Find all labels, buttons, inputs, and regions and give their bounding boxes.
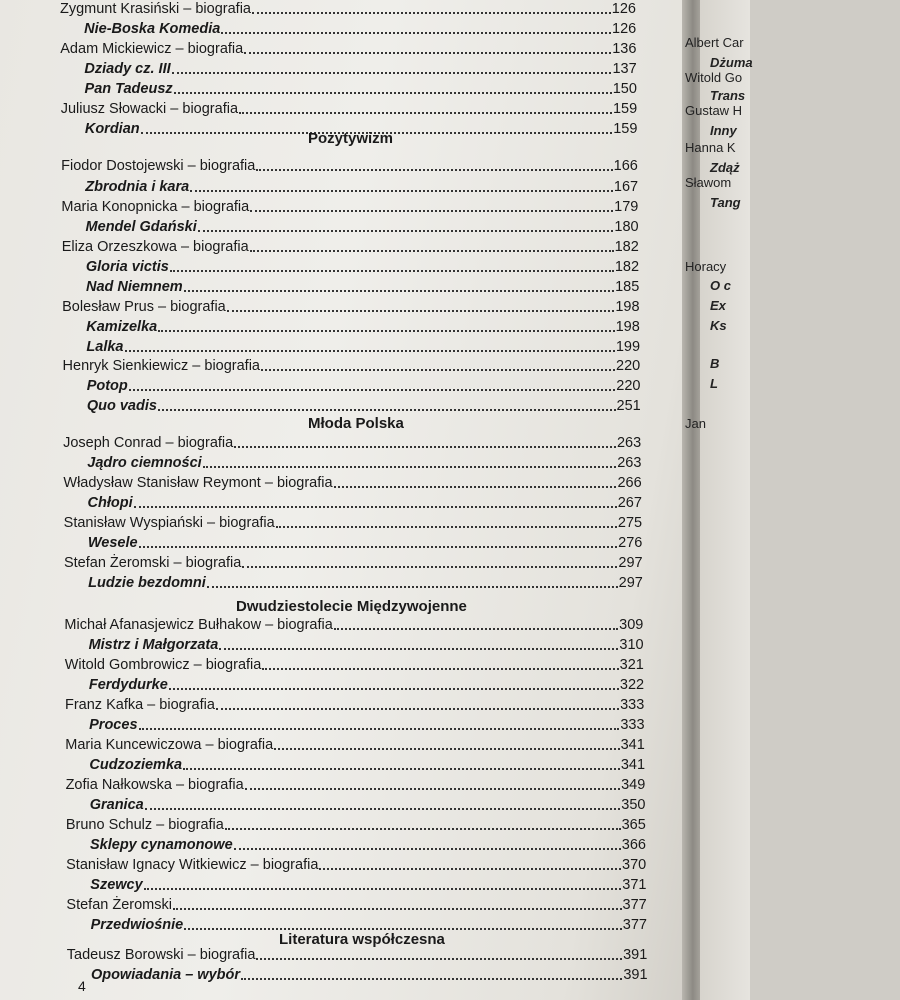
toc-entry-biography (66, 894, 646, 914)
toc-entry-biography (66, 854, 646, 874)
entry-page-number: 266 (617, 475, 642, 491)
toc-entry-biography (65, 654, 644, 674)
entry-page-number: 333 (620, 697, 645, 713)
dot-leader (203, 466, 617, 468)
entry-title: Jądro ciemności (87, 455, 202, 471)
entry-page-number: 159 (612, 101, 638, 117)
right-page-line: Albert Car (685, 35, 744, 50)
entry-page-number: 350 (621, 797, 646, 813)
dot-leader (334, 486, 617, 488)
toc-entry-biography (63, 472, 641, 492)
entry-title: Witold Gombrowicz – biografia (64, 657, 262, 673)
right-page-line: Horacy (685, 259, 727, 274)
entry-page-number: 391 (623, 967, 648, 983)
section-heading: Literatura współczesna (279, 931, 445, 948)
entry-title: Zygmunt Krasiński – biografia (59, 1, 251, 17)
dot-leader (190, 190, 613, 192)
book-page-right (685, 0, 753, 1000)
entry-title: Ludzie bezdomni (88, 575, 206, 591)
entry-page-number: 370 (622, 857, 647, 873)
entry-title: Zofia Nałkowska – biografia (65, 777, 244, 793)
dot-leader (245, 788, 620, 790)
entry-title: Joseph Conrad – biografia (63, 435, 234, 451)
toc-entry-work (91, 964, 648, 984)
entry-title: Nad Niemnem (85, 279, 183, 295)
toc-entry-work (86, 256, 639, 276)
dot-leader (125, 350, 615, 352)
toc-entry-work (90, 874, 646, 894)
entry-page-number: 159 (613, 121, 638, 137)
section-heading: Pozytywizm (308, 130, 394, 147)
dot-leader (252, 12, 611, 14)
entry-page-number: 198 (615, 319, 640, 335)
entry-page-number: 136 (612, 41, 637, 57)
entry-page-number: 166 (613, 158, 638, 174)
toc-entry-work (88, 572, 643, 592)
toc-entry-work (90, 794, 646, 814)
dot-leader (242, 566, 617, 568)
entry-title: Michał Afanasjewicz Bułhakow – biografia (64, 617, 333, 633)
entry-page-number: 263 (616, 435, 642, 451)
entry-title: Bruno Schulz – biografia (65, 817, 224, 833)
entry-title: Quo vadis (86, 398, 157, 414)
dot-leader (207, 586, 618, 588)
right-page-line: Ks (710, 318, 727, 333)
toc-entry-biography (60, 0, 636, 18)
toc-entry-work (88, 492, 642, 512)
page-number: 4 (78, 978, 86, 994)
toc-entry-biography (64, 512, 642, 532)
entry-page-number: 276 (618, 535, 643, 551)
toc-entry-biography (63, 355, 641, 375)
dot-leader (145, 808, 621, 810)
toc-entry-biography (65, 734, 645, 754)
entry-page-number: 263 (617, 455, 642, 471)
entry-title: Granica (89, 797, 144, 813)
entry-page-number: 309 (619, 617, 644, 633)
entry-title: Władysław Stanisław Reymont – biografia (63, 475, 333, 491)
dot-leader (274, 748, 619, 750)
entry-title: Mistrz i Małgorzata (88, 637, 219, 653)
dot-leader (173, 908, 622, 910)
toc-entry-biography (67, 944, 648, 964)
entry-page-number: 349 (621, 777, 646, 793)
toc-entry-biography (62, 236, 639, 256)
entry-title: Mendel Gdański (85, 219, 197, 235)
entry-title: Przedwiośnie (90, 917, 184, 933)
toc-entry-biography (61, 196, 638, 216)
entry-page-number: 322 (619, 677, 645, 693)
entry-page-number: 182 (614, 259, 640, 275)
toc-entry-work (87, 395, 641, 415)
dot-leader (241, 978, 622, 980)
entry-title: Zbrodnia i kara (85, 179, 190, 195)
entry-page-number: 251 (616, 398, 641, 414)
dot-leader (250, 250, 614, 252)
toc-entry-work (89, 714, 644, 734)
right-page-line: Trans (710, 88, 746, 103)
dot-leader (158, 330, 614, 332)
entry-page-number: 167 (613, 179, 639, 195)
toc-entry-work (84, 18, 636, 38)
entry-title: Pan Tadeusz (84, 81, 173, 97)
entry-title: Tadeusz Borowski – biografia (66, 947, 256, 963)
entry-title: Maria Konopnicka – biografia (61, 199, 250, 215)
dot-leader (256, 169, 612, 171)
entry-page-number: 297 (618, 555, 643, 571)
entry-page-number: 267 (617, 495, 642, 511)
entry-title: Wesele (87, 535, 138, 551)
right-page-line: Sławom (685, 175, 732, 190)
entry-title: Opowiadania – wybór (90, 967, 240, 983)
dot-leader (256, 958, 622, 960)
entry-title: Fiodor Dostojewski – biografia (61, 158, 256, 174)
dot-leader (174, 92, 612, 94)
entry-title: Chłopi (87, 495, 133, 511)
right-page-line: Witold Go (685, 70, 743, 85)
entry-page-number: 126 (611, 1, 636, 17)
dot-leader (129, 389, 616, 391)
dot-leader (250, 210, 613, 212)
right-page-line: Tang (710, 195, 741, 210)
dot-leader (234, 848, 621, 850)
entry-page-number: 150 (612, 81, 637, 97)
right-page-line: L (710, 376, 718, 391)
dot-leader (144, 888, 622, 890)
toc-entry-biography (66, 814, 646, 834)
dot-leader (134, 506, 617, 508)
dot-leader (319, 868, 621, 870)
right-page-line: Inny (710, 123, 737, 138)
entry-title: Kordian (84, 121, 140, 137)
dot-leader (139, 546, 618, 548)
entry-title: Bolesław Prus – biografia (62, 299, 226, 315)
dot-leader (183, 768, 620, 770)
entry-title: Proces (89, 717, 138, 733)
entry-page-number: 220 (616, 378, 641, 394)
entry-page-number: 126 (612, 21, 637, 37)
dot-leader (184, 290, 614, 292)
section-heading: Dwudziestolecie Międzywojenne (236, 598, 467, 615)
toc-entry-work (88, 532, 643, 552)
entry-page-number: 366 (621, 837, 646, 853)
entry-title: Ferdydurke (88, 677, 168, 693)
dot-leader (234, 446, 616, 448)
entry-page-number: 185 (615, 279, 640, 295)
entry-title: Dziady cz. III (84, 61, 171, 77)
entry-page-number: 341 (620, 757, 646, 773)
entry-title: Eliza Orzeszkowa – biografia (61, 239, 249, 255)
toc-entry-biography (65, 694, 644, 714)
entry-page-number: 220 (616, 358, 641, 374)
dot-leader (225, 828, 621, 830)
dot-leader (221, 32, 611, 34)
right-page-line: O c (710, 278, 731, 293)
section-heading: Młoda Polska (308, 415, 404, 432)
dot-leader (227, 310, 615, 312)
dot-leader (239, 112, 612, 114)
toc-entry-work (86, 216, 639, 236)
toc-entry-work (87, 452, 641, 472)
entry-page-number: 182 (614, 239, 639, 255)
entry-title: Henryk Sienkiewicz – biografia (62, 358, 260, 374)
dot-leader (172, 72, 612, 74)
dot-leader (276, 526, 617, 528)
dot-leader (139, 728, 620, 730)
dot-leader (170, 270, 614, 272)
entry-title: Franz Kafka – biografia (64, 697, 215, 713)
entry-title: Stefan Żeromski (66, 897, 172, 913)
toc-entry-work (84, 58, 636, 78)
entry-title: Lalka (86, 339, 124, 355)
right-page-line: Jan (685, 416, 706, 431)
entry-page-number: 297 (618, 575, 643, 591)
dot-leader (219, 648, 618, 650)
entry-title: Cudzoziemka (89, 757, 183, 773)
right-page-line: B (710, 356, 720, 371)
entry-title: Adam Mickiewicz – biografia (60, 41, 244, 57)
entry-page-number: 179 (614, 199, 639, 215)
entry-page-number: 137 (612, 61, 637, 77)
toc-entry-work (89, 674, 644, 694)
dot-leader (158, 409, 616, 411)
entry-title: Stanisław Wyspiański – biografia (63, 515, 275, 531)
toc-entry-work (85, 176, 638, 196)
entry-title: Kamizelka (86, 319, 158, 335)
entry-page-number: 199 (615, 339, 641, 355)
toc-entry-work (86, 276, 639, 296)
toc-entry-biography (64, 614, 643, 634)
entry-page-number: 377 (622, 897, 647, 913)
entry-page-number: 180 (614, 219, 639, 235)
entry-page-number: 365 (621, 817, 646, 833)
entry-title: Sklepy cynamonowe (90, 837, 233, 853)
toc-entry-biography (61, 98, 637, 118)
toc-entry-work (89, 754, 645, 774)
toc-entry-work (86, 336, 640, 356)
entry-page-number: 310 (619, 637, 644, 653)
entry-title: Szewcy (90, 877, 143, 893)
dot-leader (169, 688, 619, 690)
entry-page-number: 333 (620, 717, 645, 733)
entry-page-number: 377 (622, 917, 647, 933)
dot-leader (244, 52, 611, 54)
entry-page-number: 198 (615, 299, 640, 315)
entry-title: Potop (86, 378, 128, 394)
entry-title: Stanisław Ignacy Witkiewicz – biografia (66, 857, 319, 873)
entry-title: Stefan Żeromski – biografia (63, 555, 242, 571)
dot-leader (261, 369, 615, 371)
right-page-line: Ex (710, 298, 726, 313)
toc-entry-work (85, 78, 637, 98)
toc-entry-biography (64, 552, 643, 572)
right-page-line: Zdąż (710, 160, 740, 175)
dot-leader (262, 668, 618, 670)
toc-entry-work (86, 316, 640, 336)
toc-entry-biography (60, 38, 636, 58)
toc-entry-work (89, 634, 644, 654)
toc-entry-biography (61, 155, 638, 175)
entry-page-number: 391 (623, 947, 648, 963)
toc-entry-work (90, 834, 646, 854)
dot-leader (184, 928, 622, 930)
entry-page-number: 341 (620, 737, 645, 753)
dot-leader (334, 628, 618, 630)
entry-page-number: 321 (619, 657, 644, 673)
right-page-line: Hanna K (685, 140, 736, 155)
toc-entry-work (87, 375, 641, 395)
entry-title: Nie-Boska Komedia (84, 21, 221, 37)
entry-title: Maria Kuncewiczowa – biografia (65, 737, 274, 753)
toc-entry-biography (63, 432, 641, 452)
toc-entry-biography (62, 296, 639, 316)
right-page-line: Gustaw H (685, 103, 743, 118)
dot-leader (198, 230, 614, 232)
entry-title: Juliusz Słowacki – biografia (60, 101, 239, 117)
toc-entry-biography (66, 774, 646, 794)
dot-leader (216, 708, 619, 710)
entry-page-number: 371 (622, 877, 647, 893)
entry-title: Gloria victis (85, 259, 169, 275)
entry-page-number: 275 (617, 515, 643, 531)
right-page-line: Dżuma (710, 55, 753, 70)
